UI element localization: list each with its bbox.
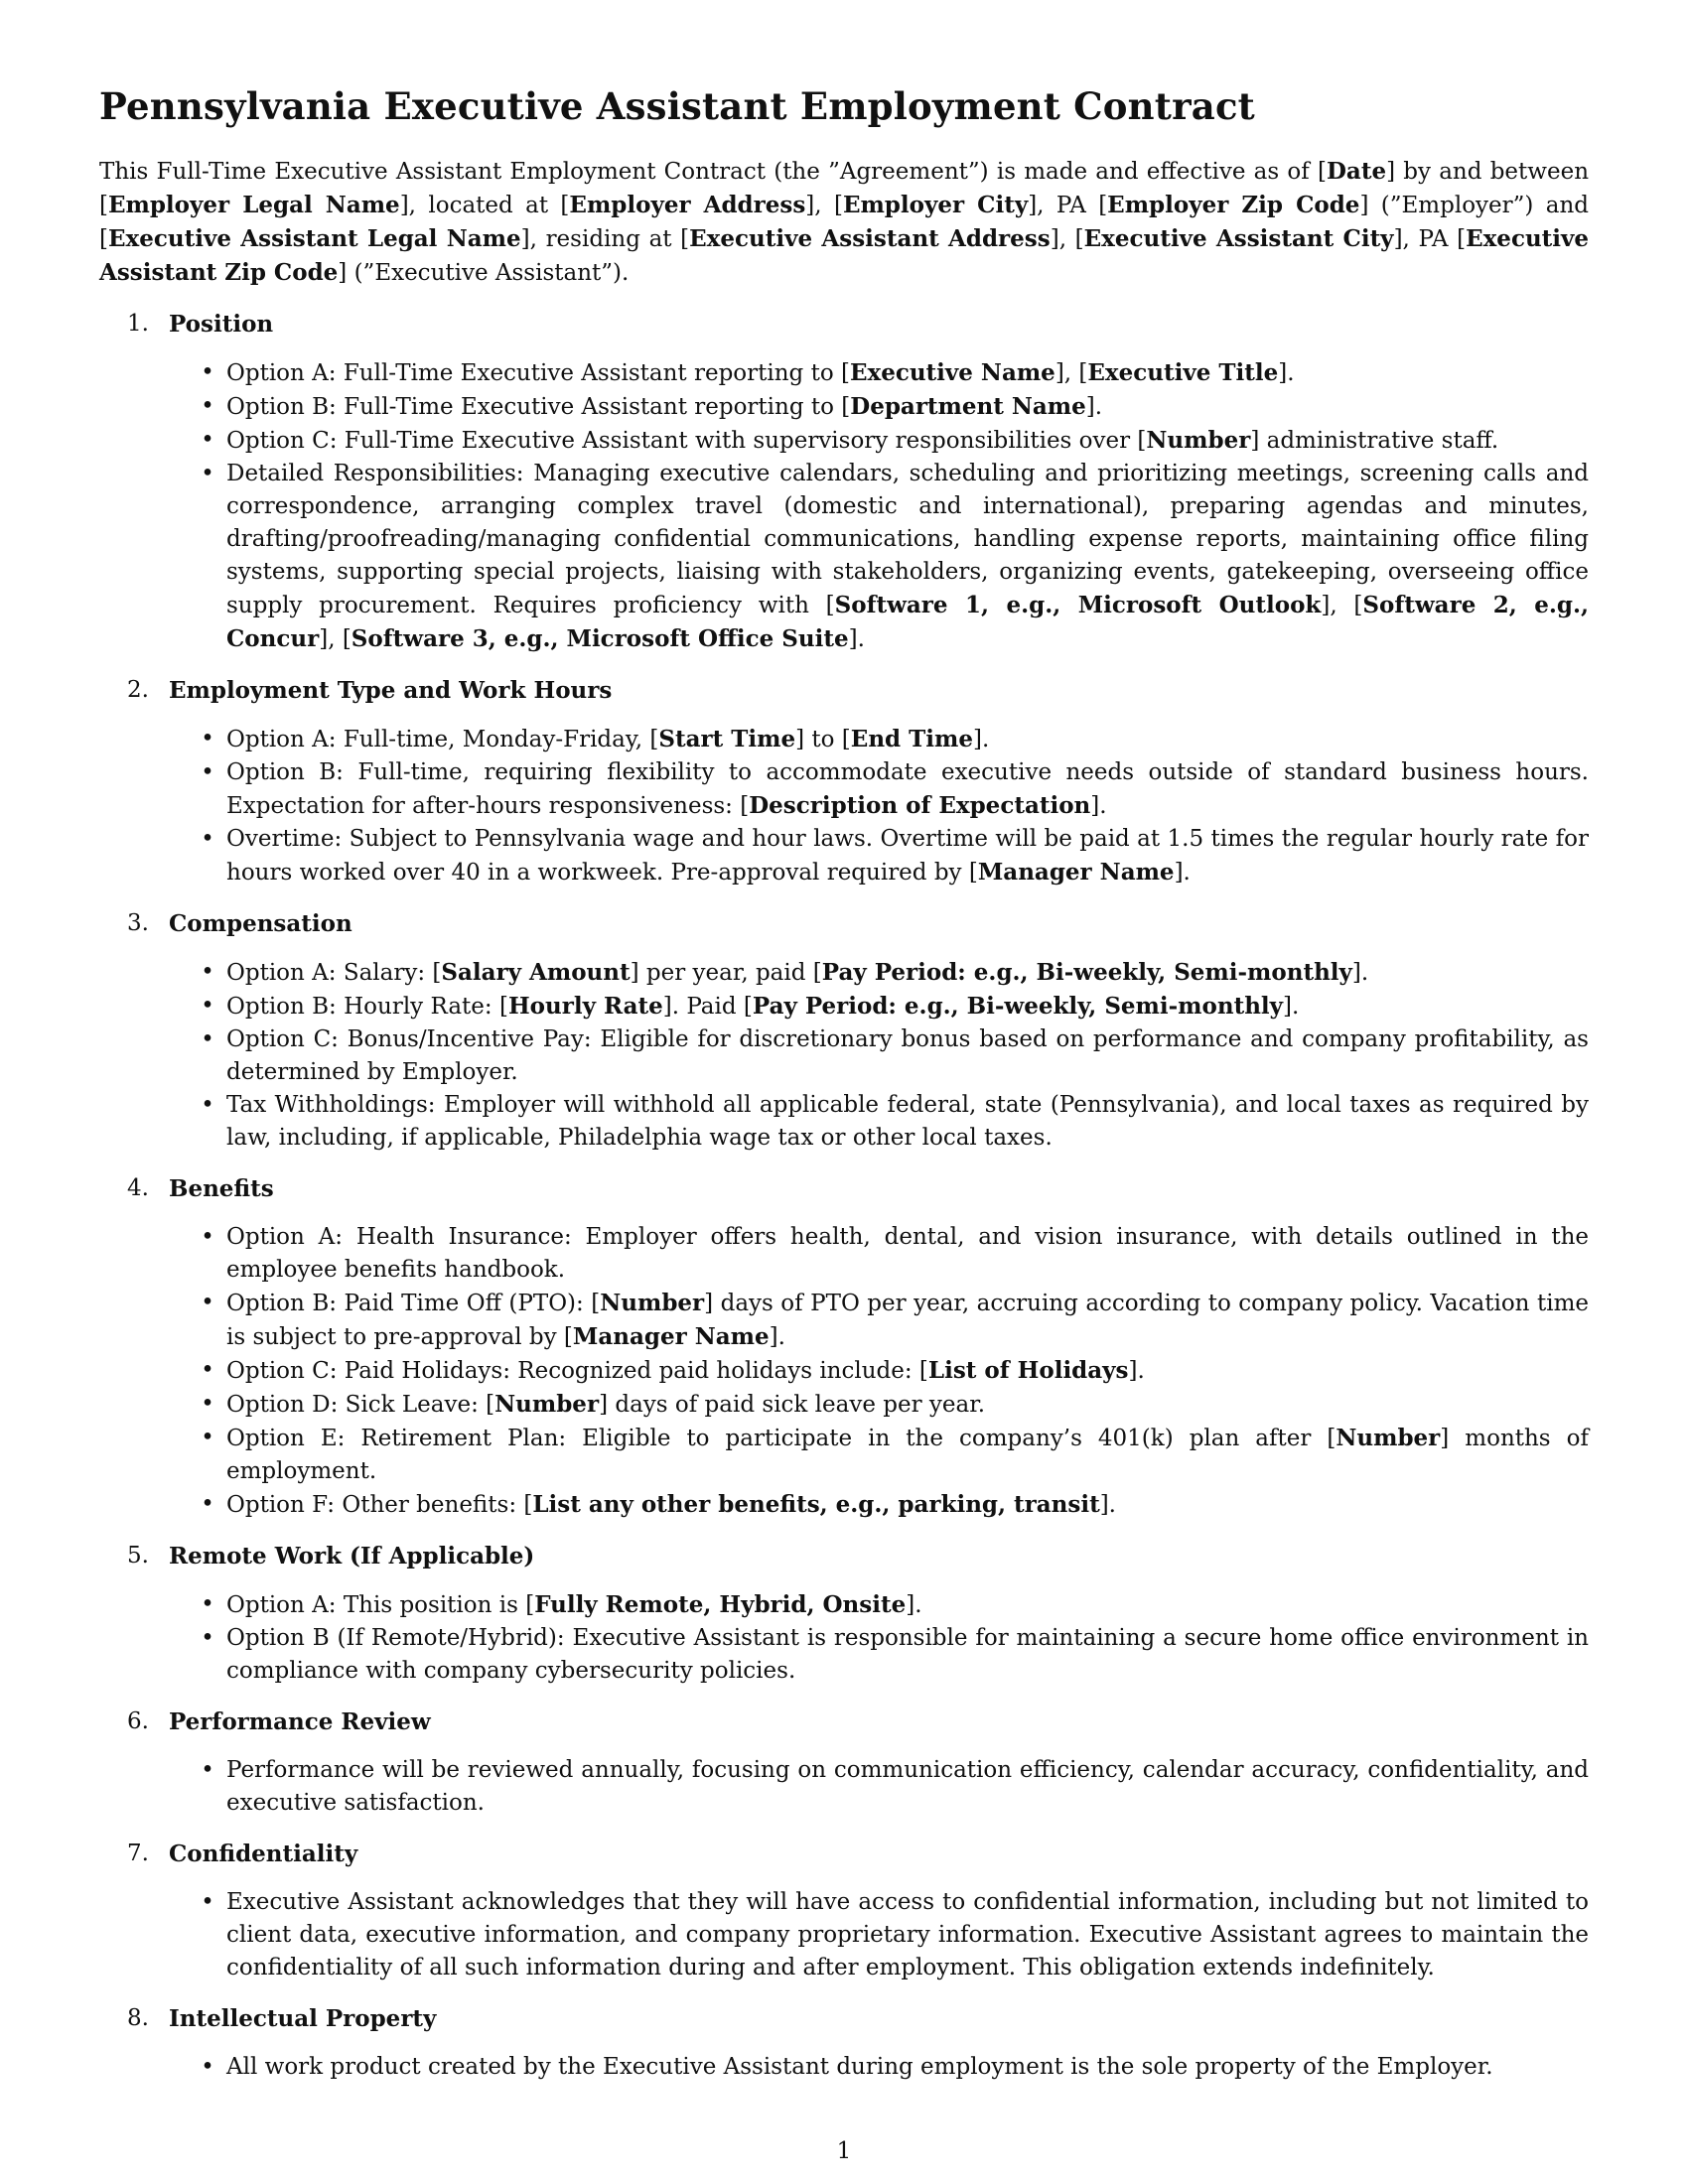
placeholder-field: Pay Period: e.g., Bi-weekly, Semi-monthly xyxy=(752,993,1284,1020)
placeholder-field: List of Holidays xyxy=(927,1357,1129,1384)
text-segment: ]. xyxy=(1278,360,1295,386)
text-segment: ] (”Employer”) and [ xyxy=(99,193,1589,252)
text-segment: Performance will be reviewed annually, focusing on communication efficiency, calendar accuracy, confidentiality, and executive satisfaction. xyxy=(226,1757,1589,1816)
text-segment: ]. xyxy=(906,1592,922,1618)
text-segment: ] per year, paid [ xyxy=(630,960,822,986)
text-segment: ]. xyxy=(972,727,990,752)
text-segment: Option C: Full-Time Executive Assistant with supervisory responsibilities over [ xyxy=(226,428,1147,454)
section-number: 3. xyxy=(127,910,149,936)
bullet-icon: • xyxy=(201,959,214,985)
section-title: Compensation xyxy=(169,910,352,937)
text-segment: Option B: Full-Time Executive Assistant reporting to [ xyxy=(226,394,851,420)
placeholder-field: Executive Name xyxy=(849,359,1055,386)
text-segment: ], PA [ xyxy=(1028,193,1108,218)
section-heading xyxy=(99,1838,1589,1870)
section-title: Performance Review xyxy=(169,1708,431,1735)
list-item xyxy=(99,1089,1589,1155)
text-segment: ], [ xyxy=(805,193,843,218)
placeholder-field: Software 2, e.g., Concur xyxy=(226,592,1589,652)
text-segment: ], [ xyxy=(1050,226,1084,252)
list-item xyxy=(99,756,1589,823)
page-number: 1 xyxy=(836,2138,852,2164)
text-segment: Option E: Retirement Plan: Eligible to participate in the company’s 401(k) plan after [ xyxy=(226,1426,1336,1451)
page-title: Pennsylvania Executive Assistant Employment Contract xyxy=(99,84,1255,128)
placeholder-field: Start Time xyxy=(658,726,796,752)
text-segment: Overtime: Subject to Pennsylvania wage and hour laws. Overtime will be paid at 1.5 times the regular hourly rate for hours worked over 40 in a workweek. Pre-approval required by [ xyxy=(226,826,1589,886)
section-7 xyxy=(99,1838,1589,1984)
text-segment: Option A: Salary: [ xyxy=(226,960,442,986)
section-1 xyxy=(99,308,1589,656)
placeholder-field: Software 3, e.g., Microsoft Office Suite xyxy=(351,625,849,652)
list-item xyxy=(99,356,1589,390)
placeholder-field: Hourly Rate xyxy=(507,993,663,1020)
bullet-icon: • xyxy=(201,1391,214,1417)
list-item xyxy=(99,990,1589,1024)
bullet-icon: • xyxy=(201,826,214,852)
section-6 xyxy=(99,1706,1589,1820)
list-item xyxy=(99,1588,1589,1622)
list-item xyxy=(99,1221,1589,1287)
text-segment: ], residing at [ xyxy=(520,226,690,252)
list-item xyxy=(99,956,1589,990)
text-segment: ] by and between [ xyxy=(99,159,1590,218)
placeholder-field: Salary Amount xyxy=(441,959,631,986)
section-title: Position xyxy=(169,311,274,338)
bullet-icon: • xyxy=(201,993,214,1019)
section-list xyxy=(99,308,1589,2084)
section-title: Confidentiality xyxy=(169,1841,358,1867)
placeholder-field: Description of Expectation xyxy=(749,792,1091,819)
text-segment: ], [ xyxy=(319,626,352,652)
list-item xyxy=(99,1388,1589,1422)
text-segment: Option B: Paid Time Off (PTO): [ xyxy=(226,1291,601,1316)
text-segment: ]. xyxy=(769,1324,785,1350)
placeholder-field: Employer Zip Code xyxy=(1107,192,1360,218)
section-heading xyxy=(99,907,1589,940)
list-item xyxy=(99,1622,1589,1688)
section-number: 7. xyxy=(127,1841,149,1866)
bullet-icon: • xyxy=(201,1889,214,1915)
bullet-icon: • xyxy=(201,2054,214,2080)
list-item xyxy=(99,1886,1589,1984)
text-segment: ]. xyxy=(1351,960,1369,986)
placeholder-field: List any other benefits, e.g., parking, transit xyxy=(532,1491,1100,1518)
bullet-list xyxy=(99,956,1589,1155)
bullet-list xyxy=(99,1588,1589,1688)
bullet-list xyxy=(99,723,1589,889)
bullet-icon: • xyxy=(201,1591,214,1617)
placeholder-field: Employer Address xyxy=(569,192,806,218)
placeholder-field: Software 1, e.g., Microsoft Outlook xyxy=(834,592,1322,618)
text-segment: ], [ xyxy=(1321,593,1363,618)
bullet-icon: • xyxy=(201,1757,214,1783)
section-number: 8. xyxy=(127,2005,149,2031)
section-5 xyxy=(99,1540,1589,1688)
text-segment: ]. xyxy=(1085,394,1103,420)
bullet-icon: • xyxy=(201,726,214,751)
section-heading xyxy=(99,1172,1589,1205)
placeholder-field: Employer City xyxy=(842,192,1029,218)
bullet-icon: • xyxy=(201,1357,214,1383)
section-title: Employment Type and Work Hours xyxy=(169,677,613,704)
bullet-icon: • xyxy=(201,461,214,486)
placeholder-field: Executive Assistant Legal Name xyxy=(107,225,521,252)
placeholder-field: Date xyxy=(1326,158,1387,185)
section-heading xyxy=(99,2002,1589,2035)
text-segment: ] to [ xyxy=(795,727,851,752)
section-heading xyxy=(99,674,1589,707)
text-segment: Option A: Health Insurance: Employer offers health, dental, and vision insurance, with details outlined in the employee benefits handbook. xyxy=(226,1224,1589,1283)
section-8 xyxy=(99,2002,1589,2084)
section-number: 5. xyxy=(127,1543,149,1569)
text-segment: Option C: Bonus/Incentive Pay: Eligible for discretionary bonus based on performance and company profitability, as determined by Employer. xyxy=(226,1026,1589,1085)
text-segment: Option F: Other benefits: [ xyxy=(226,1492,533,1518)
text-segment: ] (”Executive Assistant”). xyxy=(338,260,630,286)
text-segment: Option A: This position is [ xyxy=(226,1592,535,1618)
text-segment: ]. xyxy=(1128,1358,1145,1384)
list-item xyxy=(99,823,1589,889)
list-item xyxy=(99,2051,1589,2084)
bullet-list xyxy=(99,356,1589,656)
text-segment: ] days of paid sick leave per year. xyxy=(599,1392,986,1418)
text-segment: ], PA [ xyxy=(1393,226,1467,252)
bullet-icon: • xyxy=(201,1625,214,1651)
bullet-list xyxy=(99,1754,1589,1820)
bullet-list xyxy=(99,2051,1589,2084)
text-segment: Option A: Full-Time Executive Assistant reporting to [ xyxy=(226,360,850,386)
bullet-icon: • xyxy=(201,1092,214,1118)
placeholder-field: Executive Assistant Zip Code xyxy=(99,225,1590,286)
list-item xyxy=(99,1024,1589,1089)
text-segment: Detailed Responsibilities: Managing executive calendars, scheduling and prioritizing meetings, screening calls and correspondence, arranging complex travel (domestic and international), preparing agendas and minutes, drafting/proofreading/managing confidential communications, handling expense reports, maintaining office filing systems, supporting special projects, liaising with stakeholders, organizing events, gatekeeping, overseeing office supply procurement. Requires proficiency with [ xyxy=(226,461,1589,618)
placeholder-field: Executive Assistant City xyxy=(1083,225,1394,252)
text-segment: ], [ xyxy=(1055,360,1088,386)
text-segment: Option A: Full-time, Monday-Friday, [ xyxy=(226,727,659,752)
bullet-icon: • xyxy=(201,759,214,785)
section-heading xyxy=(99,308,1589,341)
text-segment: ]. Paid [ xyxy=(662,994,753,1020)
text-segment: This Full-Time Executive Assistant Employment Contract (the ”Agreement”) is made and effective as of [ xyxy=(99,159,1327,185)
section-number: 1. xyxy=(127,311,149,337)
list-item xyxy=(99,1488,1589,1522)
intro-paragraph xyxy=(99,155,1589,290)
bullet-icon: • xyxy=(201,1290,214,1315)
bullet-list xyxy=(99,1886,1589,1984)
placeholder-field: Manager Name xyxy=(572,1323,770,1350)
list-item xyxy=(99,424,1589,458)
bullet-icon: • xyxy=(201,393,214,419)
text-segment: ]. xyxy=(1174,860,1191,886)
list-item xyxy=(99,1754,1589,1820)
section-number: 6. xyxy=(127,1708,149,1734)
text-segment: ]. xyxy=(848,626,865,652)
placeholder-field: Executive Assistant Address xyxy=(689,225,1051,252)
placeholder-field: Number xyxy=(494,1391,600,1418)
bullet-icon: • xyxy=(201,1491,214,1517)
text-segment: ]. xyxy=(1090,793,1107,819)
bullet-icon: • xyxy=(201,427,214,453)
text-segment: ] administrative staff. xyxy=(1250,428,1499,454)
list-item xyxy=(99,1422,1589,1488)
placeholder-field: Pay Period: e.g., Bi-weekly, Semi-monthly xyxy=(821,959,1352,986)
text-segment: Option B: Hourly Rate: [ xyxy=(226,994,508,1020)
text-segment: ]. xyxy=(1099,1492,1116,1518)
list-item xyxy=(99,458,1589,656)
placeholder-field: Number xyxy=(1336,1425,1441,1451)
list-item xyxy=(99,1287,1589,1354)
text-segment: Executive Assistant acknowledges that they will have access to confidential information, including but not limited to client data, executive information, and company proprietary information. Executive Assistant agrees to maintain the confidentiality of all such information during and after employment. This obligation extends indefinitely. xyxy=(226,1889,1589,1980)
text-segment: ] months of employment. xyxy=(226,1426,1589,1484)
placeholder-field: Fully Remote, Hybrid, Onsite xyxy=(534,1591,907,1618)
bullet-icon: • xyxy=(201,1026,214,1052)
text-segment: ]. xyxy=(1283,994,1300,1020)
text-segment: ] days of PTO per year, accruing according to company policy. Vacation time is subject to pre-approval by [ xyxy=(226,1291,1589,1350)
list-item xyxy=(99,390,1589,424)
bullet-list xyxy=(99,1221,1589,1522)
section-title: Benefits xyxy=(169,1175,274,1202)
text-segment: Option B: Full-time, requiring flexibility to accommodate executive needs outside of standard business hours. Expectation for after-hours responsiveness: [ xyxy=(226,759,1589,819)
section-number: 4. xyxy=(127,1175,149,1201)
section-3 xyxy=(99,907,1589,1155)
bullet-icon: • xyxy=(201,1425,214,1450)
bullet-icon: • xyxy=(201,359,214,385)
placeholder-field: Employer Legal Name xyxy=(107,192,400,218)
text-segment: Option D: Sick Leave: [ xyxy=(226,1392,495,1418)
placeholder-field: Department Name xyxy=(850,393,1086,420)
list-item xyxy=(99,1354,1589,1388)
text-segment: ], located at [ xyxy=(399,193,570,218)
placeholder-field: End Time xyxy=(850,726,973,752)
list-item xyxy=(99,723,1589,756)
placeholder-field: Number xyxy=(1146,427,1251,454)
section-2 xyxy=(99,674,1589,889)
text-segment: Option C: Paid Holidays: Recognized paid holidays include: [ xyxy=(226,1358,928,1384)
section-4 xyxy=(99,1172,1589,1522)
section-title: Intellectual Property xyxy=(169,2005,437,2032)
placeholder-field: Manager Name xyxy=(977,859,1175,886)
section-heading xyxy=(99,1540,1589,1572)
document-body xyxy=(99,83,1589,2084)
text-segment: Tax Withholdings: Employer will withhold all applicable federal, state (Pennsylvania), and local taxes as required by law, including, if applicable, Philadelphia wage tax or other local taxes. xyxy=(226,1092,1589,1151)
placeholder-field: Number xyxy=(600,1290,705,1316)
text-segment: Option B (If Remote/Hybrid): Executive Assistant is responsible for maintaining a secure home office environment in compliance with company cybersecurity policies. xyxy=(226,1625,1589,1684)
section-heading xyxy=(99,1706,1589,1738)
section-number: 2. xyxy=(127,677,149,703)
text-segment: All work product created by the Executive Assistant during employment is the sole property of the Employer. xyxy=(226,2054,1493,2080)
bullet-icon: • xyxy=(201,1224,214,1250)
placeholder-field: Executive Title xyxy=(1087,359,1279,386)
section-title: Remote Work (If Applicable) xyxy=(169,1543,535,1570)
